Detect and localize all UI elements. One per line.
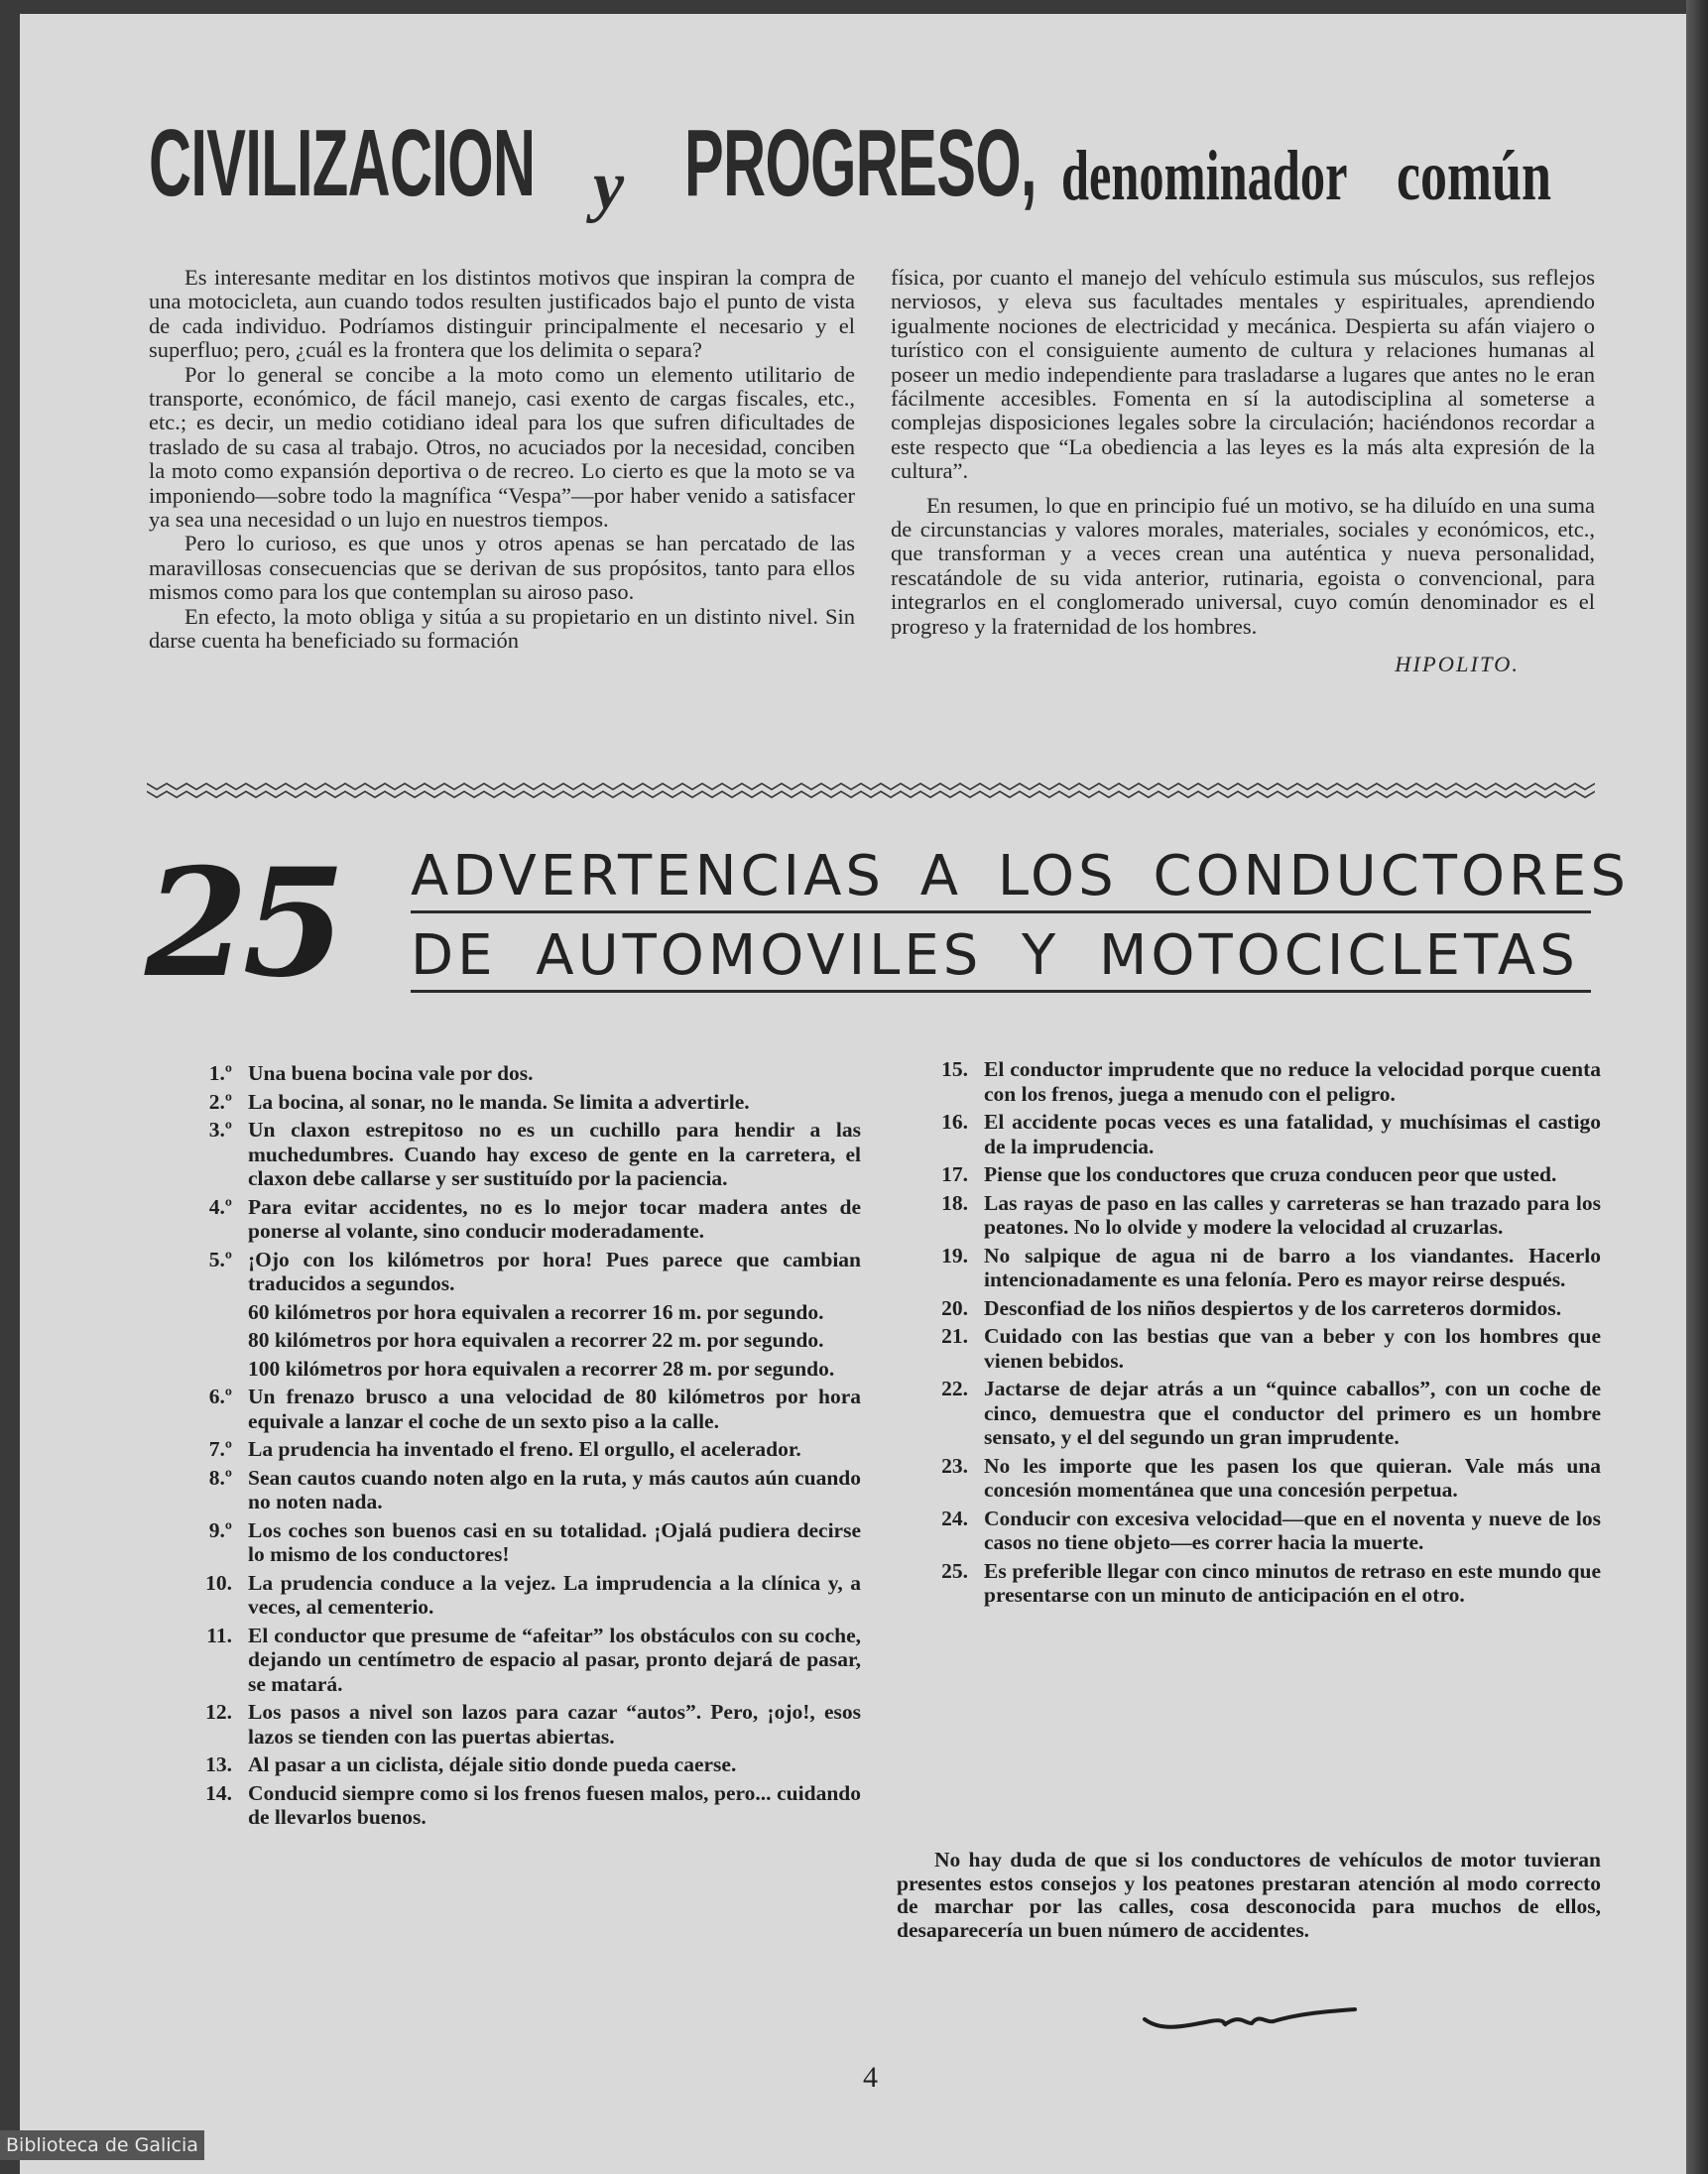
item-number: 23.: [941, 1453, 968, 1478]
list-item: [177, 1248, 861, 1296]
list-item: [177, 1571, 861, 1620]
item-text: Las rayas de paso en las calles y carreteras se han trazado para los peatones. No lo olvide y modere la velocidad al cruzarlas.: [984, 1190, 1601, 1239]
section-number: 25: [145, 836, 340, 1011]
item-text: Un frenazo brusco a una velocidad de 80 kilómetros por hora equivale a lanzar el coche de un sexto piso a la calle.: [248, 1385, 861, 1433]
item-number: 19.: [941, 1243, 968, 1268]
item-text: La prudencia conduce a la vejez. La imprudencia a la clínica y, a veces, al cementerio.: [248, 1570, 861, 1619]
list-item: [177, 1090, 861, 1115]
item-text: No les importe que les pasen los que quieran. Vale más una concesión momentánea que una concesión perpetua.: [984, 1453, 1601, 1502]
item-text: Cuidado con las bestias que van a beber y con los hombres que vienen bebidos.: [984, 1324, 1601, 1373]
page-number: 4: [863, 2061, 878, 2094]
paragraph: Por lo general se concibe a la moto como un elemento utilitario de transporte, económico, de fácil manejo, casi exento de cargas fiscales, etc., etc.; es decir, un medio cotidiano ideal para los que sufren dificultades de traslado de su casa al trabajo. Otros, no acuciados por la necesidad, conciben la moto como expansión deportiva o de recreo. Lo cierto es que la moto se va imponiendo—sobre todo la magnífica “Vespa”—por haber venido a satisfacer ya sea una necesidad o un lujo en nuestros tiempos.: [149, 361, 855, 533]
list-item: [913, 1162, 1601, 1187]
item-number: 17.: [941, 1162, 968, 1186]
item-text: El accidente pocas veces es una fatalidad, y muchísimas el castigo de la imprudencia.: [984, 1110, 1601, 1158]
item-number: 21.: [941, 1324, 968, 1348]
zigzag-divider: [147, 778, 1595, 799]
item-text: Para evitar accidentes, no es lo mejor tocar madera antes de ponerse al volante, sino conducir moderadamente.: [248, 1194, 861, 1243]
item-text: No salpique de agua ni de barro a los viandantes. Hacerlo intencionadamente es una felonía. Pero es mayor reirse después.: [984, 1243, 1601, 1291]
paragraph: Es interesante meditar en los distintos motivos que inspiran la compra de una motocicleta, aun cuando todos resulten justificados bajo el punto de vista de cada individuo. Podríamos distinguir principalmente el necesario y el superfluo; pero, ¿cuál es la frontera que los delimita o separa?: [149, 265, 855, 363]
list-subitem: 60 kilómetros por hora equivalen a recorrer 16 m. por segundo.: [248, 1299, 824, 1324]
item-number: 12.: [205, 1700, 232, 1724]
list-item: [177, 1781, 861, 1830]
list-item: [177, 1624, 861, 1697]
section-heading-line-1: ADVERTENCIAS A LOS CONDUCTORES: [411, 849, 1591, 913]
item-number: 4.º: [208, 1194, 232, 1219]
author-signature: HIPOLITO.: [1395, 652, 1520, 677]
title-word-civilizacion: CIVILIZACION: [149, 110, 536, 216]
item-text: Los pasos a nivel son lazos para cazar “autos”. Pero, ¡ojo!, esos lazos se tienden con las puertas abiertas.: [248, 1700, 861, 1749]
item-number: 9.º: [208, 1517, 232, 1542]
list-item: [913, 1559, 1601, 1608]
warnings-list-left: [177, 1061, 861, 1834]
item-number: 15.: [941, 1057, 968, 1081]
item-text: ¡Ojo con los kilómetros por hora! Pues parece que cambian traducidos a segundos.: [248, 1247, 861, 1295]
list-item: [913, 1244, 1601, 1292]
title-word-comun: común: [1397, 136, 1552, 215]
paragraph: En efecto, la moto obliga y sitúa a su propietario en un distinto nivel. Sin darse cuenta ha beneficiado su formación: [149, 603, 855, 654]
item-number: 6.º: [208, 1385, 232, 1408]
item-number: 22.: [941, 1377, 968, 1400]
item-number: 20.: [941, 1295, 968, 1320]
item-number: 7.º: [208, 1437, 232, 1461]
list-item: [177, 1518, 861, 1567]
item-number: 1.º: [208, 1061, 232, 1085]
item-text: La bocina, al sonar, no le manda. Se limita a advertirle.: [248, 1089, 750, 1114]
list-item: [913, 1057, 1601, 1106]
item-number: 24.: [941, 1506, 968, 1530]
item-number: 8.º: [208, 1465, 232, 1490]
list-item: [913, 1324, 1601, 1373]
list-item: [177, 1700, 861, 1749]
item-text: Un claxon estrepitoso no es un cuchillo para hendir a las muchedumbres. Cuando hay exceso de gente en la carretera, el claxon debe callarse y ser sustituído por la paciencia.: [248, 1118, 861, 1190]
list-item: [913, 1296, 1601, 1321]
item-text: Sean cautos cuando noten algo en la ruta, y más cautos aún cuando no noten nada.: [248, 1465, 861, 1513]
paragraph: Pero lo curioso, es que unos y otros apenas se han percatado de las maravillosas consecuencias que se derivan de sus propósitos, tanto para ellos mismos como para los que contemplan su airoso paso.: [149, 531, 855, 605]
list-item: [913, 1191, 1601, 1240]
item-text: Jactarse de dejar atrás a un “quince caballos”, con un coche de cinco, demuestra que el conductor del primero es un hombre sensato, y el del segundo un gran imprudente.: [984, 1377, 1601, 1449]
list-item: [177, 1437, 861, 1462]
list-item: [177, 1061, 861, 1086]
item-number: 14.: [205, 1780, 232, 1805]
paragraph: En resumen, lo que en principio fué un motivo, se ha diluído en una suma de circunstancias y valores morales, materiales, sociales y económicos, etc., que transforman y a veces crean una auténtica y nueva personalidad, rescatándole de su vida anterior, rutinaria, egoista o convencional, para integrarlos en el conglomerado universal, cuyo común denominador es el progreso y la fraternidad de los hombres.: [891, 492, 1595, 639]
list-item: [913, 1507, 1601, 1555]
list-item: [913, 1377, 1601, 1450]
list-item: [913, 1110, 1601, 1158]
item-number: 10.: [205, 1570, 232, 1595]
list-item: [177, 1466, 861, 1514]
item-number: 25.: [941, 1558, 968, 1583]
item-number: 18.: [941, 1190, 968, 1215]
ornament-flourish: [1141, 1997, 1359, 2037]
list-item: [177, 1195, 861, 1244]
list-item: [177, 1118, 861, 1191]
paragraph: física, por cuanto el manejo del vehículo estimula sus músculos, sus reflejos nerviosos, y eleva sus facultades mentales y espirituales, aprendiendo igualmente nociones de electricidad y mecánica. Despierta su afán viajero o turístico con el consiguiente aumento de cultura y relaciones humanas al poseer un medio independiente para trasladarse a lugares que antes no le eran fácilmente accesibles. Fomenta en sí la autodisciplina al someterse a complejas disposiciones legales sobre la circulación; haciéndonos recordar a este respecto que “La obediencia a las leyes es la más alta expresión de la cultura”.: [891, 265, 1595, 484]
page-edge: [1686, 0, 1708, 2174]
list-item: [177, 1385, 861, 1433]
item-text: Piense que los conductores que cruza conducen peor que usted.: [984, 1162, 1557, 1186]
item-number: 5.º: [208, 1247, 232, 1271]
item-text: Conducid siempre como si los frenos fuesen malos, pero... cuidando de llevarlos buenos.: [248, 1780, 861, 1829]
item-text: Desconfiad de los niños despiertos y de los carreteros dormidos.: [984, 1295, 1562, 1320]
item-text: El conductor que presume de “afeitar” los obstáculos con su coche, dejando un centímetro de espacio al pasar, pronto dejará de pasar, se matará.: [248, 1623, 861, 1696]
warnings-list-right: [913, 1057, 1601, 1612]
article-column-right: [891, 266, 1595, 677]
item-text: Es preferible llegar con cinco minutos de retraso en este mundo que presentarse con un minuto de anticipación en el otro.: [984, 1558, 1601, 1607]
item-text: Al pasar a un ciclista, déjale sitio donde pueda caerse.: [248, 1752, 737, 1776]
item-number: 16.: [941, 1110, 968, 1134]
library-watermark: Biblioteca de Galicia: [0, 2130, 204, 2160]
list-item: [177, 1752, 861, 1777]
item-number: 13.: [205, 1752, 232, 1776]
closing-paragraph: No hay duda de que si los conductores de vehículos de motor tuvieran presentes estos consejos y los peatones prestaran atención al modo correcto de marchar por las calles, cosa desconocida para muchos de ellos, desaparecería un buen número de accidentes.: [897, 1848, 1601, 1942]
item-text: Una buena bocina vale por dos.: [248, 1061, 534, 1085]
list-item: [913, 1454, 1601, 1503]
article-column-left: [149, 266, 855, 654]
item-number: 3.º: [208, 1118, 232, 1142]
item-text: La prudencia ha inventado el freno. El orgullo, el acelerador.: [248, 1437, 801, 1461]
article-title: [149, 109, 1597, 228]
title-word-progreso: PROGRESO,: [684, 110, 1037, 216]
title-word-denominador: denominador: [1061, 136, 1348, 215]
section-heading-line-2: DE AUTOMOVILES Y MOTOCICLETAS: [411, 928, 1591, 993]
item-text: El conductor imprudente que no reduce la velocidad porque cuenta con los frenos, juega a menudo con el peligro.: [984, 1057, 1601, 1106]
item-number: 2.º: [208, 1089, 232, 1114]
list-subitem: 100 kilómetros por hora equivalen a recorrer 28 m. por segundo.: [248, 1356, 835, 1381]
list-subitem: 80 kilómetros por hora equivalen a recorrer 22 m. por segundo.: [248, 1328, 824, 1352]
title-word-y: y: [593, 148, 625, 224]
item-text: Conducir con excesiva velocidad—que en el noventa y nueve de los casos no tiene objeto—es correr hacia la muerte.: [984, 1506, 1601, 1554]
item-number: 11.: [206, 1623, 232, 1647]
item-text: Los coches son buenos casi en su totalidad. ¡Ojalá pudiera decirse lo mismo de los conductores!: [248, 1517, 861, 1566]
